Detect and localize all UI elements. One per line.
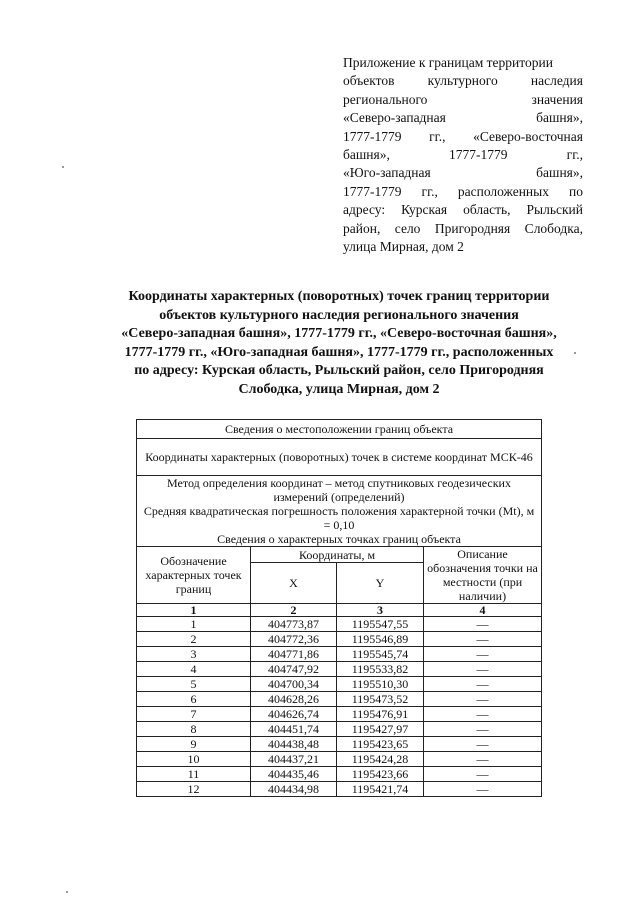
point-number: 7 <box>137 707 251 722</box>
y-value: 1195421,74 <box>337 782 424 797</box>
y-value: 1195427,97 <box>337 722 424 737</box>
description: — <box>424 647 542 662</box>
x-value: 404772,36 <box>251 632 337 647</box>
y-value: 1195424,28 <box>337 752 424 767</box>
col-number: 2 <box>251 604 337 617</box>
section-header-row <box>137 439 542 476</box>
y-value: 1195423,66 <box>337 767 424 782</box>
appendix-line: «Северо-западная башня», <box>343 110 583 126</box>
x-value: 404437,21 <box>251 752 337 767</box>
description: — <box>424 617 542 632</box>
points-info-text: Сведения о характерных точках границ объекта <box>217 532 461 546</box>
point-number: 8 <box>137 722 251 737</box>
table-row <box>137 677 542 692</box>
point-number: 10 <box>137 752 251 767</box>
point-number: 3 <box>137 647 251 662</box>
x-value: 404628,26 <box>251 692 337 707</box>
y-value: 1195533,82 <box>337 662 424 677</box>
y-value: 1195423,65 <box>337 737 424 752</box>
table-row <box>137 617 542 632</box>
description: — <box>424 737 542 752</box>
x-value: 404438,48 <box>251 737 337 752</box>
table-row <box>137 737 542 752</box>
title-line: Слободка, улица Мирная, дом 2 <box>238 381 440 397</box>
header-y: Y <box>337 563 424 604</box>
appendix-line: улица Мирная, дом 2 <box>343 239 464 255</box>
table-row <box>137 692 542 707</box>
x-value: 404771,86 <box>251 647 337 662</box>
appendix-line: «Юго-западная башня», <box>343 165 583 181</box>
y-value: 1195545,74 <box>337 647 424 662</box>
section-system-cell: Координаты характерных (поворотных) точек в системе координат МСК-46 <box>137 439 542 476</box>
appendix-line: 1777-1779 гг., «Северо-восточная <box>343 128 583 144</box>
col-number: 3 <box>337 604 424 617</box>
table-row <box>137 707 542 722</box>
column-number-row <box>137 604 542 617</box>
section-header-row <box>137 420 542 439</box>
appendix-line: район, село Пригородняя Слободка, <box>343 220 583 236</box>
scan-speck <box>62 166 64 168</box>
description: — <box>424 677 542 692</box>
x-value: 404626,74 <box>251 707 337 722</box>
table-row <box>137 752 542 767</box>
table-row <box>137 632 542 647</box>
x-value: 404700,34 <box>251 677 337 692</box>
col-number: 4 <box>424 604 542 617</box>
description: — <box>424 707 542 722</box>
description: — <box>424 632 542 647</box>
title-line: по адресу: Курская область, Рыльский район, село Пригородняя <box>134 363 544 379</box>
header-x: X <box>251 563 337 604</box>
appendix-line: Приложение к границам территории <box>343 55 553 70</box>
table-row <box>137 662 542 677</box>
x-value: 404451,74 <box>251 722 337 737</box>
appendix-line: башня», 1777-1779 гг., <box>343 147 583 163</box>
point-number: 2 <box>137 632 251 647</box>
method-text: Метод определения координат – метод спутниковых геодезических измерений (определений) <box>167 476 511 504</box>
point-number: 1 <box>137 617 251 632</box>
scan-speck <box>574 352 576 354</box>
appendix-line: объектов культурного наследия <box>343 73 583 89</box>
point-number: 12 <box>137 782 251 797</box>
point-number: 5 <box>137 677 251 692</box>
table-row <box>137 782 542 797</box>
section-method-cell <box>137 476 542 547</box>
section-location-cell: Сведения о местоположении границ объекта <box>137 420 542 439</box>
y-value: 1195546,89 <box>337 632 424 647</box>
column-header-row <box>137 547 542 563</box>
x-value: 404747,92 <box>251 662 337 677</box>
point-number: 9 <box>137 737 251 752</box>
description: — <box>424 722 542 737</box>
point-number: 6 <box>137 692 251 707</box>
description: — <box>424 767 542 782</box>
description: — <box>424 692 542 707</box>
description: — <box>424 782 542 797</box>
header-desc: Описание обозначения точки на местности (при наличии) <box>424 547 542 604</box>
appendix-note <box>343 54 583 256</box>
appendix-line: 1777-1779 гг., расположенных по <box>343 183 583 199</box>
description: — <box>424 662 542 677</box>
table-row <box>137 647 542 662</box>
y-value: 1195547,55 <box>337 617 424 632</box>
document-title <box>96 288 582 400</box>
appendix-line: адресу: Курская область, Рыльский <box>343 202 583 218</box>
y-value: 1195510,30 <box>337 677 424 692</box>
appendix-line: регионального значения <box>343 91 583 107</box>
scan-speck <box>66 891 68 893</box>
title-line: Координаты характерных (поворотных) точек границ территории <box>128 289 550 304</box>
coordinates-table <box>136 419 542 797</box>
description: — <box>424 752 542 767</box>
header-coords: Координаты, м <box>251 547 424 563</box>
section-method-row <box>137 476 542 547</box>
title-line: 1777-1779 гг., «Юго-западная башня», 1777-1779 гг., расположенных <box>124 344 554 360</box>
title-line: объектов культурного наследия регионального значения <box>159 307 519 323</box>
y-value: 1195473,52 <box>337 692 424 707</box>
col-number: 1 <box>137 604 251 617</box>
header-point: Обозначение характерных точек границ <box>137 547 251 604</box>
table-row <box>137 722 542 737</box>
x-value: 404434,98 <box>251 782 337 797</box>
x-value: 404773,87 <box>251 617 337 632</box>
y-value: 1195476,91 <box>337 707 424 722</box>
point-number: 4 <box>137 662 251 677</box>
point-number: 11 <box>137 767 251 782</box>
accuracy-text: Средняя квадратическая погрешность положения характерной точки (Mt), м = 0,10 <box>143 504 535 532</box>
x-value: 404435,46 <box>251 767 337 782</box>
table-row <box>137 767 542 782</box>
title-line: «Северо-западная башня», 1777-1779 гг., «Северо-восточная башня», <box>121 326 557 342</box>
